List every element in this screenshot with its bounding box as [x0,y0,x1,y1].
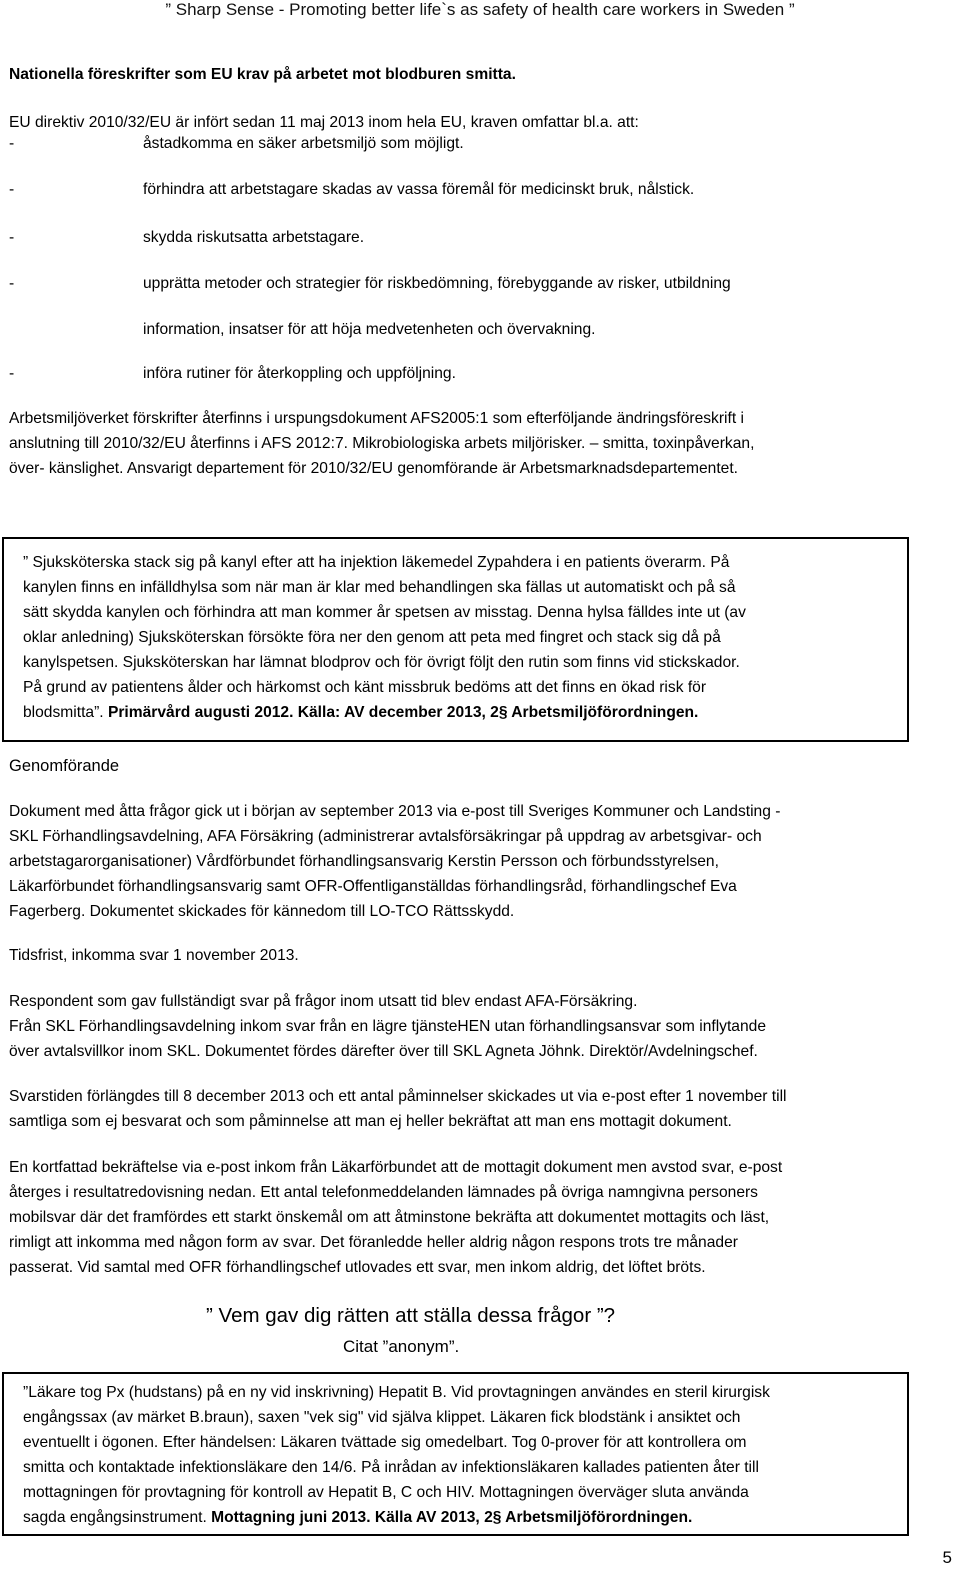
bullet-marker: - [9,135,15,152]
intro-text: EU direktiv 2010/32/EU är infört sedan 11 maj 2013 inom hela EU, kraven omfattar bl.a. att: [9,114,639,131]
paragraph-line: Respondent som gav fullständigt svar på frågor inom utsatt tid blev endast AFA-Försäkring. [9,993,638,1010]
bullet-item: skydda riskutsatta arbetstagare. [143,229,365,246]
bullet-item: införa rutiner för återkoppling och uppföljning. [143,365,456,382]
paragraph-line: Från SKL Förhandlingsavdelning inkom svar från en lägre tjänsteHEN utan förhandlingsansvar som inflytande [9,1018,766,1035]
case-line: ” Sjuksköterska stack sig på kanyl efter att ha injektion läkemedel Zypahdera i en patients överarm. På [23,554,730,571]
case-line-last [23,1505,907,1530]
bullet-marker: - [9,229,15,246]
paragraph-line: anslutning till 2010/32/EU återfinns i AFS 2012:7. Mikrobiologiska arbets miljörisker. – smitta, toxinpåverkan, [9,435,755,452]
case-line: engångssax (av märket B.braun), saxen "vek sig" vid själva klippet. Läkaren fick blodstänk i ansiktet och [23,1409,741,1426]
case-line-last [23,700,907,725]
case-line: kanylspetsen. Sjuksköterskan har lämnat blodprov och för övrigt följt den rutin som finns vid stickskador. [23,654,740,671]
paragraph-line: passerat. Vid samtal med OFR förhandlingschef utlovades ett svar, men inkom aldrig, det löftet bröts. [9,1259,706,1276]
bullet-marker: - [9,275,15,292]
pull-quote: ” Vem gav dig rätten att ställa dessa frågor ”? [206,1304,616,1327]
paragraph-line: samtliga som ej besvarat och som påminnelse att man ej heller bekräftat att man ens mottagit dokument. [9,1113,732,1130]
paragraph-line: En kortfattad bekräftelse via e-post inkom från Läkarförbundet att de mottagit dokument men avstod svar, e-post [9,1159,783,1176]
page-header: ” Sharp Sense - Promoting better life`s as safety of health care workers in Sweden ” [165,0,795,19]
bullet-marker: - [9,365,15,382]
case-source: Primärvård augusti 2012. Källa: AV december 2013, 2§ Arbetsmiljöförordningen. [107,704,699,721]
paragraph-line: mobilsvar där det framfördes ett starkt önskemål om att åtminstone bekräfta att dokumentet mottagits och läst, [9,1209,770,1226]
case-line: På grund av patientens ålder och härkomst och känt missbruk bedöms att det finns en ökad risk för [23,679,707,696]
case-line: kanylen finns en infälldhylsa som när man är klar med behandlingen ska fällas ut automatiskt och på så [23,579,736,596]
paragraph-line: SKL Förhandlingsavdelning, AFA Försäkring (administrerar avtalsförsäkringar på uppdrag av arbetsgivar- och [9,828,762,845]
bullet-item: upprätta metoder och strategier för riskbedömning, förebyggande av risker, utbildning [143,275,731,292]
case-line: eventuellt i ögonen. Efter händelsen: Läkaren tvättade sig omedelbart. Tog 0-prover för att kontrollera om [23,1434,747,1451]
bullet-item-continued: information, insatser för att höja medvetenheten och övervakning. [143,321,596,338]
case-report-box [2,1372,909,1536]
paragraph-line: återges i resultatredovisning nedan. Ett antal telefonmeddelanden lämnades på övriga namngivna personers [9,1184,758,1201]
paragraph-line: Läkarförbundet förhandlingsansvarig samt OFR-Offentliganställdas förhandlingsråd, förhandlingschef Eva [9,878,737,895]
paragraph-line: rimligt att inkomma med någon form av svar. Det föranledde heller aldrig någon respons trots tre månader [9,1234,738,1251]
case-line: ”Läkare tog Px (hudstans) på en ny vid inskrivning) Hepatit B. Vid provtagningen användes en steril kirurgisk [23,1384,770,1401]
quote-attribution: Citat ”anonym”. [343,1337,460,1356]
paragraph-line: arbetstagarorganisationer) Vårdförbundet förhandlingsansvarig Kerstin Persson och förbundsstyrelsen, [9,853,719,870]
paragraph-line: Dokument med åtta frågor gick ut i början av september 2013 via e-post till Sveriges Kommuner och Landsting - [9,803,781,820]
paragraph-line: över- känslighet. Ansvarigt departement för 2010/32/EU genomförande är Arbetsmarknadsdepartementet. [9,460,738,477]
bullet-item: åstadkomma en säker arbetsmiljö som möjligt. [143,135,464,152]
paragraph-line: över avtalsvillkor inom SKL. Dokumentet fördes därefter över till SKL Agneta Jöhnk. Direktör/Avdelningschef. [9,1043,758,1060]
case-line: smitta och kontaktade infektionsläkare den 14/6. På inrådan av infektionsläkaren kallades patienten åter till [23,1459,759,1476]
paragraph-line: Arbetsmiljöverket förskrifter återfinns i urspungsdokument AFS2005:1 som efterföljande ändringsföreskrift i [9,410,744,427]
case-source: Mottagning juni 2013. Källa AV 2013, 2§ Arbetsmiljöförordningen. [211,1509,693,1526]
case-text: blodsmitta”. [23,704,108,721]
case-report-box [2,537,909,742]
bullet-marker: - [9,181,15,198]
bullet-item: förhindra att arbetstagare skadas av vassa föremål för medicinskt bruk, nålstick. [143,181,695,198]
paragraph-line: Svarstiden förlängdes till 8 december 2013 och ett antal påminnelser skickades ut via e-post efter 1 november till [9,1088,787,1105]
case-line: mottagningen för provtagning för kontroll av Hepatit B, C och HIV. Mottagningen överväger sluta använda [23,1484,749,1501]
case-line: sätt skydda kanylen och förhindra att man kommer år spetsen av misstag. Denna hylsa fälldes inte ut (av [23,604,746,621]
paragraph-line: Fagerberg. Dokumentet skickades för kännedom till LO-TCO Rättsskydd. [9,903,515,920]
section-heading: Genomförande [9,757,120,775]
case-line: oklar anledning) Sjuksköterskan försökte föra ner den genom att peta med fingret och stack sig då på [23,629,721,646]
section-title: Nationella föreskrifter som EU krav på arbetet mot blodburen smitta. [9,66,516,83]
paragraph-line: Tidsfrist, inkomma svar 1 november 2013. [9,947,299,964]
page-number: 5 [942,1548,952,1567]
case-text: sagda engångsinstrument. [23,1509,212,1526]
